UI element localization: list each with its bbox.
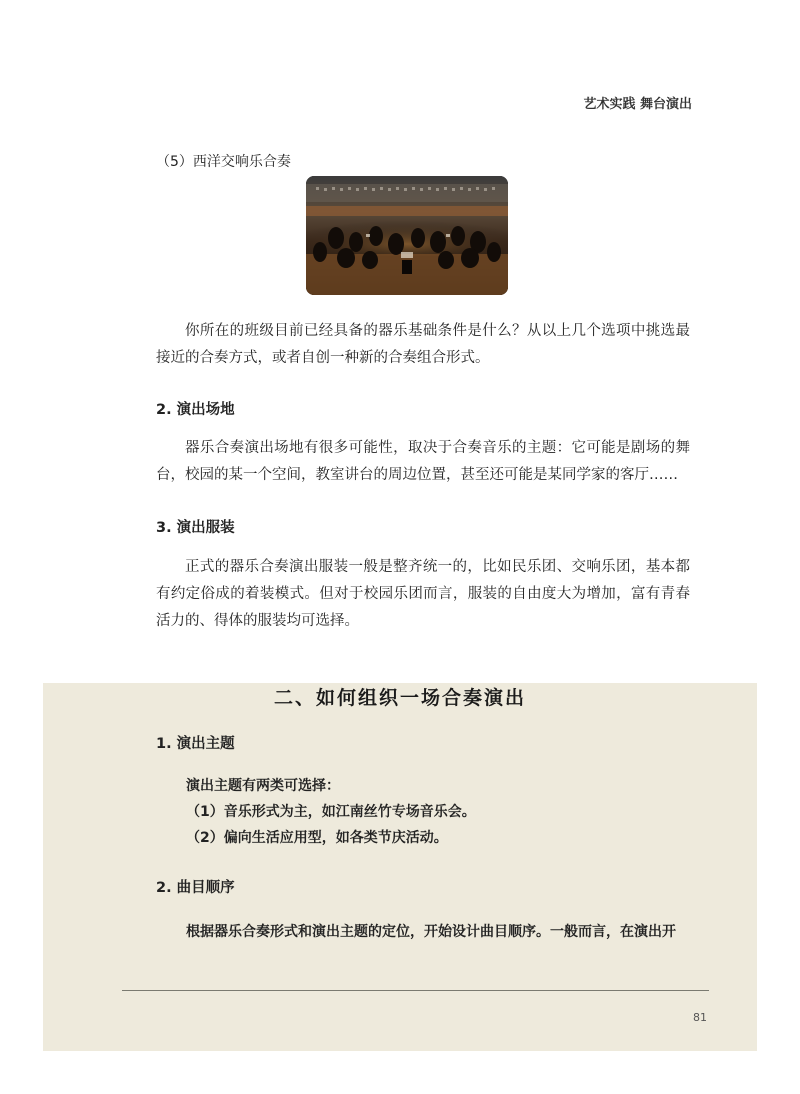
theme-item-1: （1）音乐形式为主，如江南丝竹专场音乐会。 [186,804,476,820]
venue-paragraph: 器乐合奏演出场地有很多可能性，取决于合奏音乐的主题：它可能是剧场的舞台，校园的某一个空间，教室讲台的周边位置，甚至还可能是某同学家的客厅…… [156,440,690,483]
venue-heading: 2. 演出场地 [156,402,235,418]
page-number: 81 [693,1011,707,1024]
photo-caption: （5）西洋交响乐合奏 [156,154,291,170]
theme-lead: 演出主题有两类可选择： [186,778,340,794]
orchestra-illustration [306,176,508,295]
orchestra-photo [306,176,508,295]
section-panel [43,683,757,1051]
theme-heading: 1. 演出主题 [156,736,235,752]
intro-paragraph: 你所在的班级目前已经具备的器乐基础条件是什么？从以上几个选项中挑选最接近的合奏方式，或者自创一种新的合奏组合形式。 [156,323,690,366]
section-title: 二、如何组织一场合奏演出 [273,687,526,709]
footer-rule [122,990,709,991]
order-heading: 2. 曲目顺序 [156,880,235,896]
order-paragraph: 根据器乐合奏形式和演出主题的定位，开始设计曲目顺序。一般而言，在演出开 [186,924,676,940]
costume-paragraph: 正式的器乐合奏演出服装一般是整齐统一的，比如民乐团、交响乐团，基本都有约定俗成的着装模式。但对于校园乐团而言，服装的自由度大为增加，富有青春活力的、得体的服装均可选择。 [156,559,690,629]
running-header: 艺术实践 舞台演出 [583,97,692,112]
costume-heading: 3. 演出服装 [156,520,235,536]
theme-item-2: （2）偏向生活应用型，如各类节庆活动。 [186,830,448,846]
